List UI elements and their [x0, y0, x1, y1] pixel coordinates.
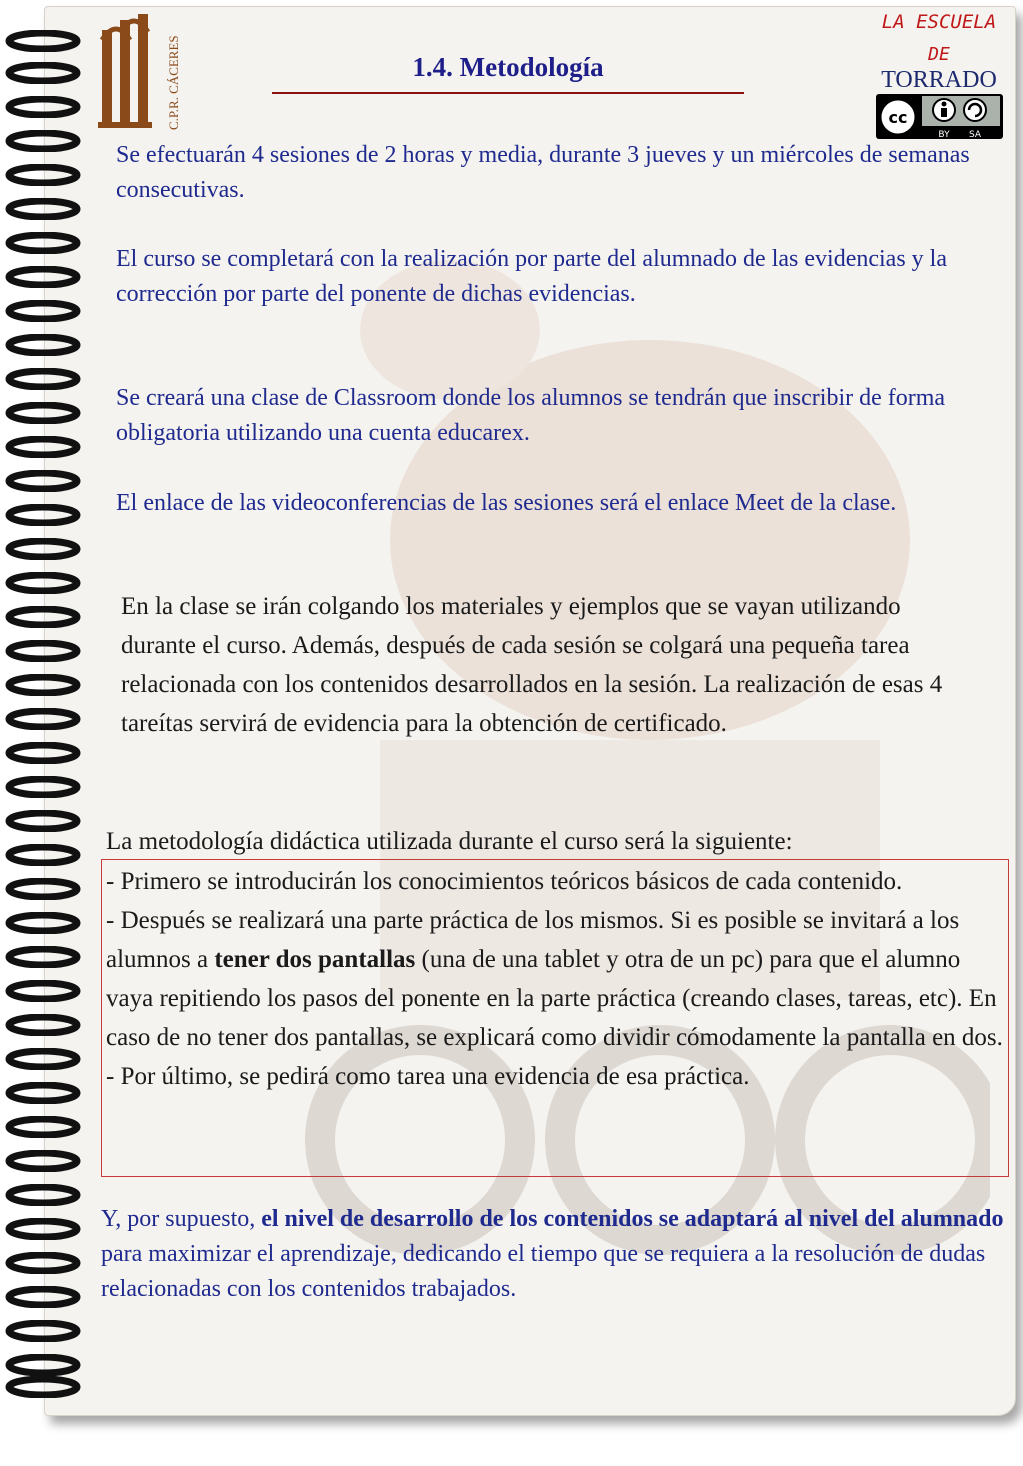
spiral-ring-icon: [4, 1218, 82, 1240]
cpr-caceres-logo: [98, 10, 188, 135]
spiral-ring-icon: [4, 96, 82, 118]
paragraph-closing: [101, 1202, 1006, 1307]
svg-text:cc: cc: [888, 108, 908, 127]
methodology-steps: [106, 862, 1006, 1096]
closing-bold: el nivel de desarrollo de los contenidos se adaptará al nivel del alumnado: [261, 1206, 1004, 1232]
spiral-ring-icon: [4, 164, 82, 186]
spiral-ring-icon: [4, 878, 82, 900]
spiral-ring-icon: [4, 1014, 82, 1036]
spiral-ring-icon: [4, 776, 82, 798]
paragraph-materials: En la clase se irán colgando los materiales y ejemplos que se vayan utilizando durante el curso. Además, después de cada sesión se colgará una pequeña tarea relacionada con los contenidos desarrollados en la sesión. La realización de esas 4 tareítas servirá de evidencia para la obtención de certificado.: [121, 593, 943, 737]
spiral-ring-icon: [4, 198, 82, 220]
method-step-2-text-b: (una de una tablet y otra de un pc) para que el alumno vaya repitiendo los pasos del ponente en la parte práctica (creando clases, tareas, etc). En caso de no tener dos pantallas, se explicará como dividir cómodamente la pantalla en dos.: [106, 946, 1003, 1051]
spiral-ring-icon: [4, 1116, 82, 1138]
spiral-ring-icon: [4, 674, 82, 696]
spiral-ring-icon: [4, 912, 82, 934]
spiral-ring-icon: [4, 606, 82, 628]
cc-license-badge-icon: [876, 94, 1003, 140]
method-step-2-bold: tener dos pantallas: [214, 946, 416, 973]
spiral-ring-icon: [4, 504, 82, 526]
page-title: 1.4. Metodología: [412, 52, 604, 82]
spiral-ring-icon: [4, 1048, 82, 1070]
method-step-3: - Por último, se pedirá como tarea una evidencia de esa práctica.: [106, 1063, 750, 1090]
method-step-2: [106, 901, 1006, 1057]
spiral-ring-icon: [4, 640, 82, 662]
spiral-ring-icon: [4, 844, 82, 866]
spiral-ring-icon: [4, 266, 82, 288]
escuela-torrado-logo: [872, 6, 1007, 141]
logo-line-1: LA ESCUELA: [881, 11, 997, 33]
spiral-ring-icon: [4, 1252, 82, 1274]
spiral-ring-icon: [4, 300, 82, 322]
spiral-ring-icon: [4, 470, 82, 492]
closing-text-a: Y, por supuesto,: [101, 1206, 262, 1232]
spiral-ring-icon: [4, 946, 82, 968]
closing-text-b: para maximizar el aprendizaje, dedicando el tiempo que se requiera a la resolución de dudas relacionadas con los contenidos trabajados.: [101, 1241, 986, 1302]
spiral-ring-icon: [4, 232, 82, 254]
paragraph-method-intro: La metodología didáctica utilizada durante el curso será la siguiente:: [106, 828, 793, 855]
method-step-1: - Primero se introducirán los conocimientos teóricos básicos de cada contenido.: [106, 868, 903, 895]
spiral-ring-icon: [4, 742, 82, 764]
spiral-ring-icon: [4, 1320, 82, 1342]
spiral-ring-icon: [4, 980, 82, 1002]
title-underline: [272, 92, 744, 94]
spiral-ring-icon: [4, 62, 82, 84]
license-by-label: BY: [938, 130, 950, 140]
spiral-ring-icon: [4, 1286, 82, 1308]
spiral-ring-icon: [4, 368, 82, 390]
spiral-ring-icon: [4, 1376, 82, 1398]
license-sa-label: SA: [968, 130, 982, 140]
spiral-ring-icon: [4, 572, 82, 594]
spiral-ring-icon: [4, 130, 82, 152]
cpr-logo-text: C.P.R. CÁCERES: [166, 35, 181, 130]
spiral-ring-icon: [4, 1150, 82, 1172]
logo-line-3: TORRADO: [881, 67, 997, 93]
paragraph-meet: El enlace de las videoconferencias de las sesiones será el enlace Meet de la clase.: [116, 490, 897, 516]
spiral-ring-icon: [4, 1354, 82, 1376]
spiral-ring-icon: [4, 436, 82, 458]
spiral-ring-icon: [4, 30, 82, 52]
spiral-ring-icon: [4, 1184, 82, 1206]
spiral-ring-icon: [4, 810, 82, 832]
paragraph-evidences: El curso se completará con la realización por parte del alumnado de las evidencias y la corrección por parte del ponente de dichas evidencias.: [116, 246, 947, 307]
paragraph-classroom: Se creará una clase de Classroom donde los alumnos se tendrán que inscribir de forma obligatoria utilizando una cuenta educarex.: [116, 385, 946, 446]
spiral-ring-icon: [4, 538, 82, 560]
logo-line-2: DE: [928, 44, 950, 65]
spiral-ring-icon: [4, 334, 82, 356]
spiral-ring-icon: [4, 1082, 82, 1104]
method-step-2-text-a: - Después se realizará una parte práctica de los mismos. Si es posible se invitará a los alumnos a: [106, 907, 960, 973]
paragraph-sessions: Se efectuarán 4 sesiones de 2 horas y media, durante 3 jueves y un miércoles de semanas consecutivas.: [116, 142, 970, 203]
spiral-ring-icon: [4, 402, 82, 424]
spiral-ring-icon: [4, 708, 82, 730]
